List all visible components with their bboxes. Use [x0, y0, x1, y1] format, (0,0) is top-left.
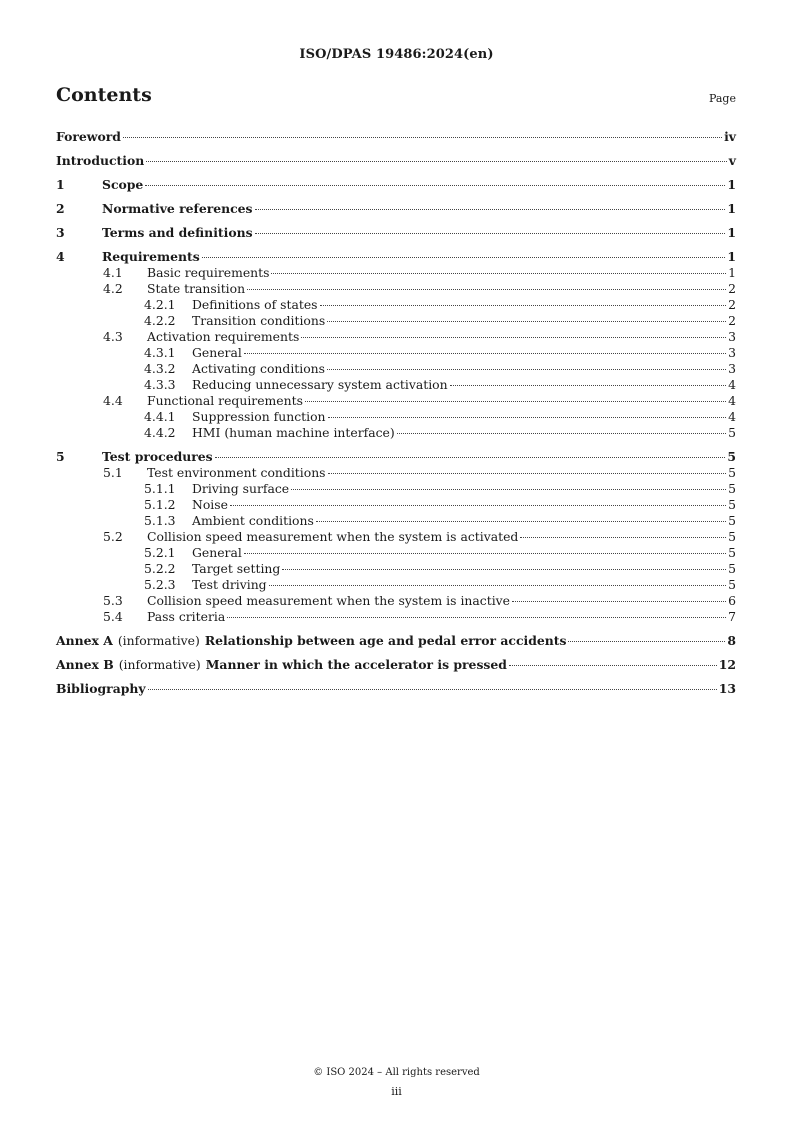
dot-leader	[215, 457, 726, 458]
toc-title: Definitions of states	[192, 297, 318, 312]
toc-page: 5	[728, 561, 736, 576]
dot-leader	[328, 417, 727, 418]
toc-page: 3	[728, 329, 736, 344]
dot-leader	[328, 473, 727, 474]
toc-page: 5	[728, 513, 736, 528]
toc-title: General	[192, 345, 242, 360]
toc-number: 4.3.2	[144, 361, 176, 376]
toc-entry-5-1-1[interactable]	[56, 481, 736, 497]
toc-number: 5.1.2	[144, 497, 176, 512]
toc-title: Activating conditions	[192, 361, 326, 376]
document-id-header: ISO/DPAS 19486:2024(en)	[299, 47, 494, 62]
toc-entry-4-2-1[interactable]	[56, 297, 736, 313]
toc-number: 2	[56, 201, 65, 216]
toc-entry-4-4-1[interactable]	[56, 409, 736, 425]
table-of-contents	[56, 129, 736, 705]
toc-number: 4.4.1	[144, 409, 176, 424]
toc-title: Activation requirements	[147, 329, 300, 344]
toc-title: Test procedures	[102, 449, 213, 464]
toc-title: General	[192, 545, 242, 560]
toc-page: 1	[727, 177, 736, 192]
toc-title: Relationship between age and pedal error accidents	[204, 633, 567, 648]
toc-entry-5-1[interactable]	[56, 465, 736, 481]
toc-entry-5-3[interactable]	[56, 593, 736, 609]
toc-page: 1	[727, 225, 736, 240]
toc-entry-annex-a[interactable]	[56, 633, 736, 657]
toc-entry-5-2[interactable]	[56, 529, 736, 545]
toc-title: Suppression function	[192, 409, 326, 424]
dot-leader	[255, 233, 726, 234]
dot-leader	[244, 553, 726, 554]
toc-number: 5.2.3	[144, 577, 176, 592]
dot-leader	[282, 569, 726, 570]
toc-page: 5	[727, 449, 736, 464]
toc-page: 5	[728, 545, 736, 560]
toc-title: Bibliography	[56, 681, 146, 696]
dot-leader	[255, 209, 726, 210]
annex-type: (informative)	[118, 657, 201, 672]
dot-leader	[247, 289, 726, 290]
toc-title: Test driving	[192, 577, 267, 592]
toc-number: 3	[56, 225, 65, 240]
copyright-footer: © ISO 2024 – All rights reserved	[313, 1067, 480, 1078]
toc-entry-4-3-2[interactable]	[56, 361, 736, 377]
toc-title: Collision speed measurement when the system is activated	[147, 529, 519, 544]
toc-entry-foreword[interactable]	[56, 129, 736, 153]
dot-leader	[327, 321, 726, 322]
toc-title: Normative references	[102, 201, 253, 216]
toc-number: 4	[56, 249, 65, 264]
toc-title: Driving surface	[192, 481, 290, 496]
toc-entry-5-2-3[interactable]	[56, 577, 736, 593]
toc-entry-4-1[interactable]	[56, 265, 736, 281]
toc-entry-5-4[interactable]	[56, 609, 736, 633]
toc-title: Noise	[192, 497, 228, 512]
toc-page: 6	[728, 593, 736, 608]
toc-title: Basic requirements	[147, 265, 270, 280]
dot-leader	[320, 305, 727, 306]
toc-entry-4-3[interactable]	[56, 329, 736, 345]
toc-page: 5	[728, 481, 736, 496]
toc-page: 1	[728, 265, 736, 280]
toc-title: Collision speed measurement when the system is inactive	[147, 593, 510, 608]
toc-number: 5.1.3	[144, 513, 176, 528]
toc-entry-4-2[interactable]	[56, 281, 736, 297]
dot-leader	[520, 537, 726, 538]
toc-number: 5.2.1	[144, 545, 176, 560]
toc-entry-terms-definitions[interactable]	[56, 225, 736, 249]
toc-title: Reducing unnecessary system activation	[192, 377, 448, 392]
toc-page: 2	[728, 297, 736, 312]
toc-number: 5.1	[103, 465, 123, 480]
toc-page: 5	[728, 497, 736, 512]
toc-entry-5-1-3[interactable]	[56, 513, 736, 529]
dot-leader	[450, 385, 727, 386]
toc-page: 7	[728, 609, 736, 624]
toc-number: 4.4.2	[144, 425, 176, 440]
toc-title: Manner in which the accelerator is pressed	[205, 657, 507, 672]
dot-leader	[202, 257, 726, 258]
toc-entry-4-4-2[interactable]	[56, 425, 736, 449]
toc-entry-5-1-2[interactable]	[56, 497, 736, 513]
toc-page: 13	[718, 681, 736, 696]
toc-number: 4.1	[103, 265, 123, 280]
toc-number: 5.2	[103, 529, 123, 544]
toc-page: 4	[728, 409, 736, 424]
toc-title: State transition	[147, 281, 246, 296]
dot-leader	[230, 505, 726, 506]
dot-leader	[305, 401, 726, 402]
dot-leader	[123, 137, 722, 138]
toc-number: 5	[56, 449, 65, 464]
toc-page: 5	[728, 465, 736, 480]
toc-entry-4-3-1[interactable]	[56, 345, 736, 361]
toc-number: 1	[56, 177, 65, 192]
page-number: iii	[391, 1085, 402, 1098]
toc-title: Target setting	[192, 561, 281, 576]
toc-entry-4-2-2[interactable]	[56, 313, 736, 329]
dot-leader	[244, 353, 726, 354]
page-column-label: Page	[708, 92, 736, 105]
toc-number: 5.3	[103, 593, 123, 608]
toc-entry-introduction[interactable]	[56, 153, 736, 177]
toc-title: Pass criteria	[147, 609, 226, 624]
toc-title: Terms and definitions	[102, 225, 253, 240]
toc-page: 5	[728, 577, 736, 592]
dot-leader	[227, 617, 726, 618]
toc-number: 4.4	[103, 393, 123, 408]
toc-title: Requirements	[102, 249, 200, 264]
toc-title: Ambient conditions	[192, 513, 314, 528]
toc-title: HMI (human machine interface)	[192, 425, 395, 440]
toc-number: 4.2.2	[144, 313, 176, 328]
toc-page: 5	[728, 529, 736, 544]
toc-number: 4.3	[103, 329, 123, 344]
dot-leader	[271, 273, 726, 274]
toc-title: Foreword	[56, 129, 121, 144]
toc-number: 5.4	[103, 609, 123, 624]
dot-leader	[316, 521, 726, 522]
toc-page: 5	[728, 425, 736, 440]
toc-entry-bibliography[interactable]	[56, 681, 736, 705]
toc-entry-requirements[interactable]	[56, 249, 736, 265]
toc-title: Transition conditions	[192, 313, 326, 328]
toc-number: 4.3.3	[144, 377, 176, 392]
contents-heading: Contents	[56, 84, 152, 106]
annex-type: (informative)	[117, 633, 200, 648]
toc-page: 1	[727, 249, 736, 264]
toc-entry-5-2-1[interactable]	[56, 545, 736, 561]
dot-leader	[269, 585, 727, 586]
toc-number: 5.1.1	[144, 481, 176, 496]
toc-title: Scope	[102, 177, 144, 192]
toc-number: 4.2.1	[144, 297, 176, 312]
annex-label: Annex A	[56, 633, 113, 648]
toc-entry-annex-b[interactable]	[56, 657, 736, 681]
toc-page: 3	[728, 345, 736, 360]
dot-leader	[291, 489, 726, 490]
toc-entry-4-4[interactable]	[56, 393, 736, 409]
dot-leader	[301, 337, 726, 338]
toc-page: v	[728, 153, 736, 168]
dot-leader	[148, 689, 717, 690]
toc-page: 4	[728, 393, 736, 408]
toc-number: 4.3.1	[144, 345, 176, 360]
toc-page: 8	[727, 633, 736, 648]
dot-leader	[397, 433, 726, 434]
toc-page: 12	[718, 657, 736, 672]
toc-page: 2	[728, 313, 736, 328]
dot-leader	[512, 601, 726, 602]
dot-leader	[146, 161, 727, 162]
toc-title: Introduction	[56, 153, 145, 168]
annex-label: Annex B	[56, 657, 114, 672]
toc-entry-normative-references[interactable]	[56, 201, 736, 225]
dot-leader	[145, 185, 725, 186]
toc-number: 5.2.2	[144, 561, 176, 576]
toc-page: 3	[728, 361, 736, 376]
toc-entry-5-2-2[interactable]	[56, 561, 736, 577]
dot-leader	[568, 641, 725, 642]
dot-leader	[509, 665, 717, 666]
toc-page: 4	[728, 377, 736, 392]
toc-number: 4.2	[103, 281, 123, 296]
toc-page: 1	[727, 201, 736, 216]
toc-page: iv	[724, 129, 736, 144]
toc-entry-4-3-3[interactable]	[56, 377, 736, 393]
toc-entry-test-procedures[interactable]	[56, 449, 736, 465]
toc-title: Test environment conditions	[147, 465, 326, 480]
toc-title: Functional requirements	[147, 393, 303, 408]
toc-page: 2	[728, 281, 736, 296]
dot-leader	[327, 369, 726, 370]
toc-entry-scope[interactable]	[56, 177, 736, 201]
